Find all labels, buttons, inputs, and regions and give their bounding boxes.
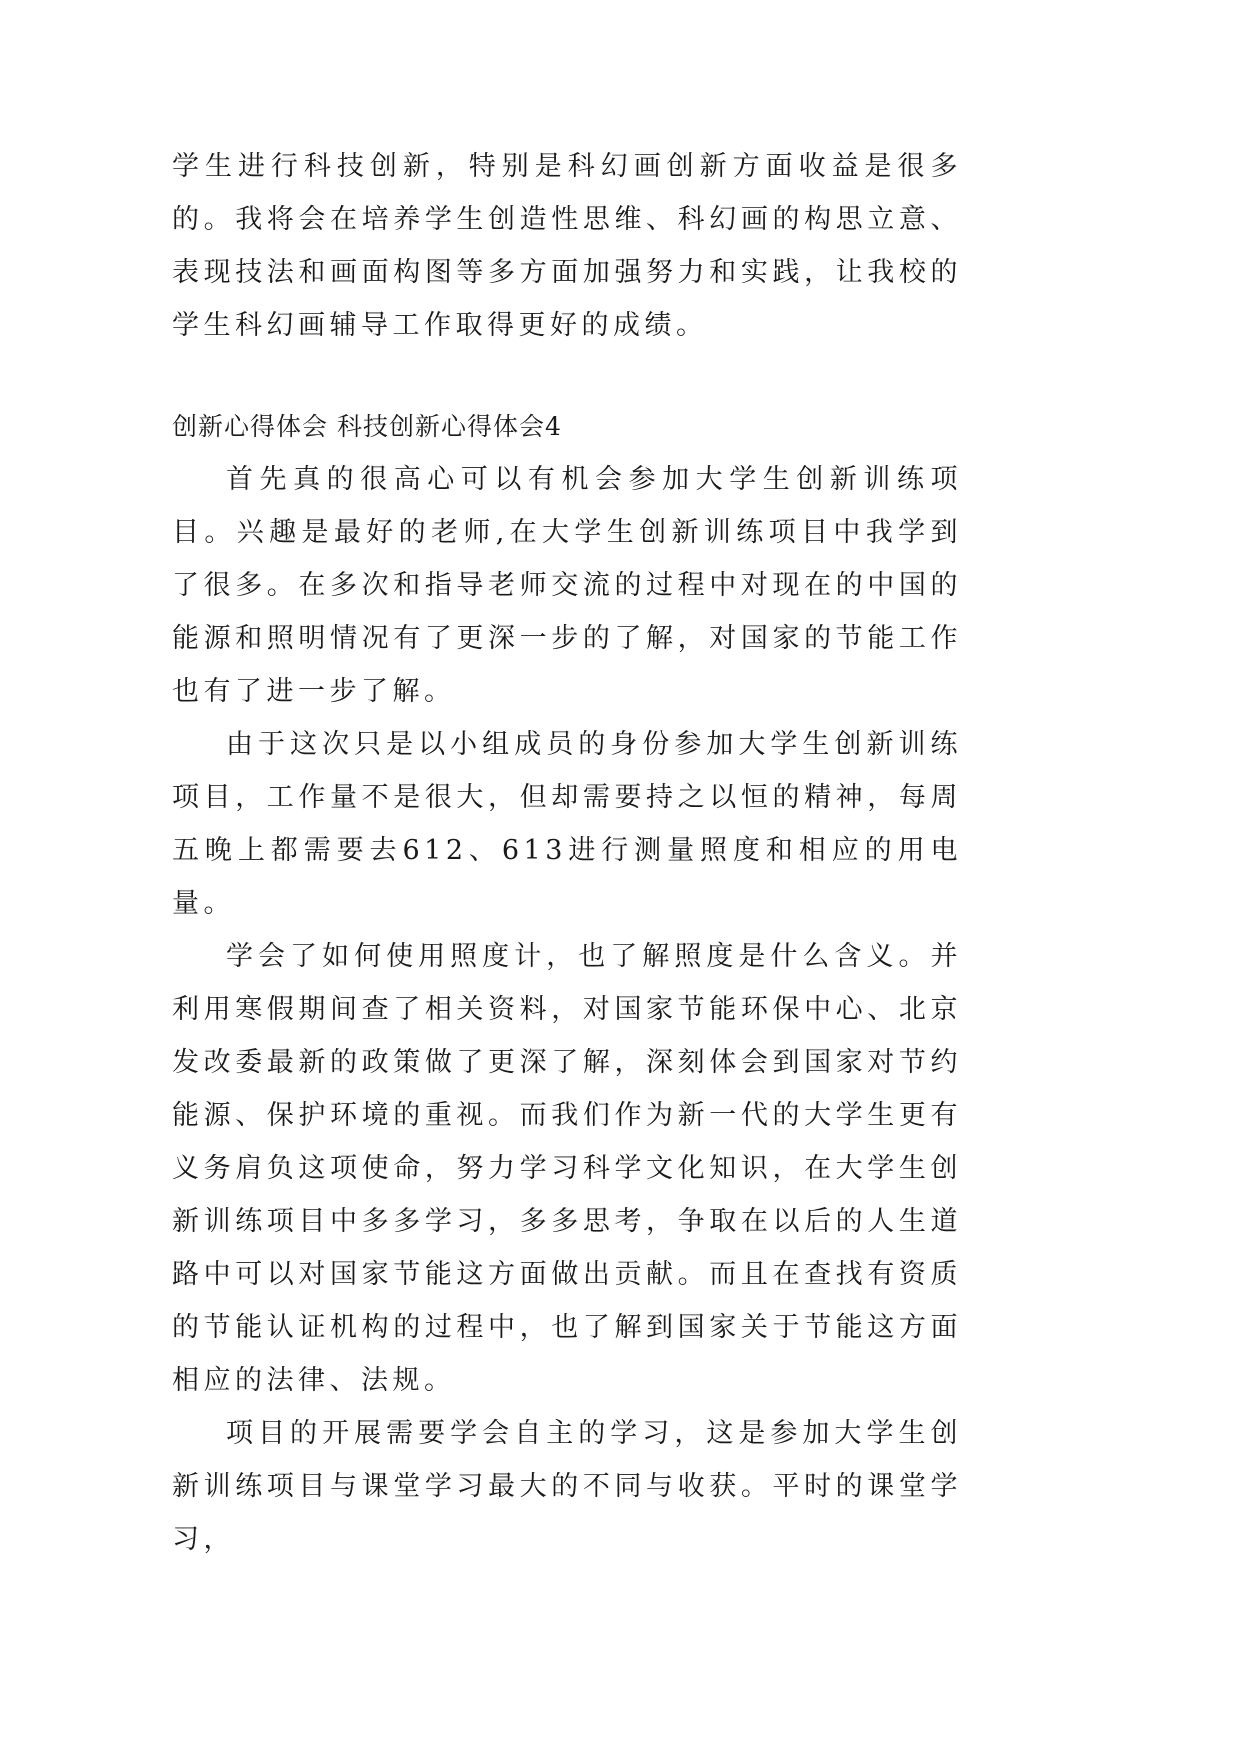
intro-section <box>172 140 962 352</box>
body-paragraph: 项目的开展需要学会自主的学习，这是参加大学生创新训练项目与课堂学习最大的不同与收获。平时的课堂学习， <box>172 1418 962 1555</box>
article-section <box>172 400 962 1566</box>
body-paragraph: 由于这次只是以小组成员的身份参加大学生创新训练项目，工作量不是很大，但却需要持之以恒的精神，每周五晚上都需要去612、613进行测量照度和相应的用电量。 <box>172 729 962 919</box>
intro-paragraph: 学生进行科技创新，特别是科幻画创新方面收益是很多的。我将会在培养学生创造性思维、科幻画的构思立意、表现技法和画面构图等多方面加强努力和实践，让我校的学生科幻画辅导工作取得更好的成绩。 <box>172 151 962 341</box>
section-title: 创新心得体会 科技创新心得体会4 <box>172 412 562 441</box>
body-paragraph: 首先真的很高心可以有机会参加大学生创新训练项目。兴趣是最好的老师,在大学生创新训练项目中我学到了很多。在多次和指导老师交流的过程中对现在的中国的能源和照明情况有了更深一步的了解，对国家的节能工作也有了进一步了解。 <box>172 464 962 707</box>
body-paragraph: 学会了如何使用照度计，也了解照度是什么含义。并利用寒假期间查了相关资料，对国家节能环保中心、北京发改委最新的政策做了更深了解，深刻体会到国家对节约能源、保护环境的重视。而我们作为新一代的大学生更有义务肩负这项使命，努力学习科学文化知识，在大学生创新训练项目中多多学习，多多思考，争取在以后的人生道路中可以对国家节能这方面做出贡献。而且在查找有资质的节能认证机构的过程中，也了解到国家关于节能这方面相应的法律、法规。 <box>172 941 962 1396</box>
